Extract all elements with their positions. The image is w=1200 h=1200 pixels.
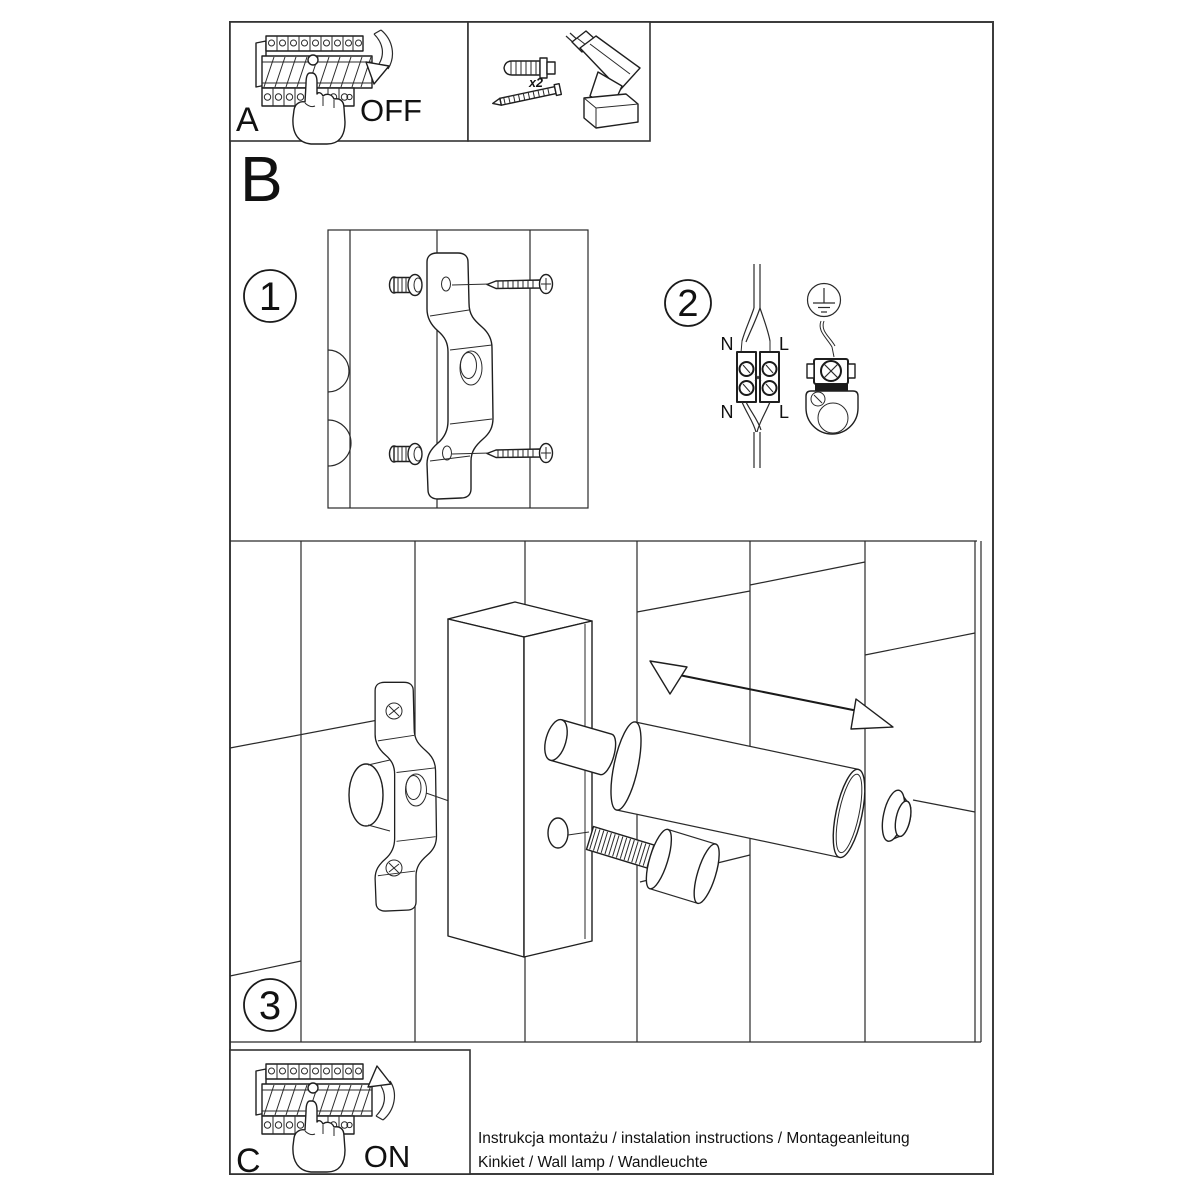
step2-number: 2 (677, 283, 699, 325)
panel-a-action-label: OFF (360, 93, 422, 128)
wire-label-n-bottom: N (720, 402, 734, 422)
step3-number: 3 (258, 984, 282, 1028)
wire-label-n-top: N (720, 334, 734, 354)
wire-label-l-top: L (778, 334, 790, 354)
footer-line1: Instrukcja montażu / instalation instructions / Montageanleitung (478, 1130, 910, 1147)
cap-screw-bottom (390, 444, 423, 465)
wall-plug-icon (504, 58, 555, 78)
footer-line2: Kinkiet / Wall lamp / Wandleuchte (478, 1154, 708, 1171)
panel-a-label: A (236, 101, 259, 139)
step1-number: 1 (258, 275, 282, 319)
panel-c-label: C (236, 1142, 261, 1180)
dowel-quantity-label: x2 (529, 76, 543, 90)
cap-screw-top (390, 275, 423, 296)
page-border (230, 22, 993, 1174)
panel-c (230, 1050, 470, 1174)
tools-panel (468, 22, 650, 141)
wire-label-l-bottom: L (778, 402, 790, 422)
panel-c-action-label: ON (363, 1139, 411, 1174)
section-b-label: B (240, 143, 283, 215)
lamp-base-box (448, 602, 592, 957)
panel-a (230, 22, 468, 144)
